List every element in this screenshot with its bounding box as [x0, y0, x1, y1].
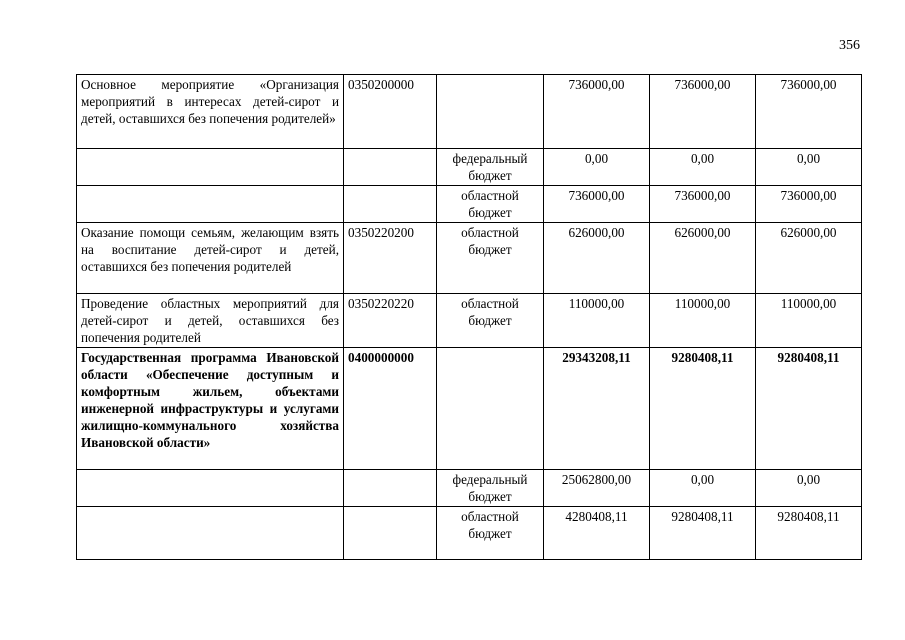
table-row: [77, 149, 862, 186]
amount-year1-cell: 736000,00: [544, 75, 650, 149]
amount-year3-cell: 0,00: [756, 149, 862, 186]
amount-year3-cell: 9280408,11: [756, 348, 862, 470]
program-name-cell: [77, 186, 344, 223]
table-row: [77, 470, 862, 507]
program-name-cell: Оказание помощи семьям, желающим взять на воспитание детей-сирот и детей, оставшихся без попечения родителей: [77, 223, 344, 294]
funding-source-cell: федеральный бюджет: [437, 149, 544, 186]
table-row: [77, 507, 862, 560]
target-code-cell: 0350220200: [344, 223, 437, 294]
program-name-cell: [77, 470, 344, 507]
amount-year3-cell: 0,00: [756, 470, 862, 507]
amount-year3-cell: 736000,00: [756, 75, 862, 149]
amount-year1-cell: 736000,00: [544, 186, 650, 223]
table-row: [77, 294, 862, 348]
target-code-cell: 0400000000: [344, 348, 437, 470]
program-name-cell: [77, 507, 344, 560]
funding-source-cell: [437, 75, 544, 149]
budget-table: [76, 74, 862, 560]
program-name-cell: [77, 149, 344, 186]
amount-year1-cell: 25062800,00: [544, 470, 650, 507]
amount-year3-cell: 9280408,11: [756, 507, 862, 560]
amount-year1-cell: 29343208,11: [544, 348, 650, 470]
amount-year3-cell: 626000,00: [756, 223, 862, 294]
table-row: [77, 223, 862, 294]
target-code-cell: 0350200000: [344, 75, 437, 149]
program-name-cell: Основное мероприятие «Организация мероприятий в интересах детей-сирот и детей, оставшихся без попечения родителей»: [77, 75, 344, 149]
amount-year2-cell: 110000,00: [650, 294, 756, 348]
amount-year2-cell: 9280408,11: [650, 507, 756, 560]
funding-source-cell: областной бюджет: [437, 223, 544, 294]
target-code-cell: [344, 507, 437, 560]
amount-year2-cell: 626000,00: [650, 223, 756, 294]
amount-year1-cell: 626000,00: [544, 223, 650, 294]
amount-year2-cell: 0,00: [650, 149, 756, 186]
target-code-cell: [344, 470, 437, 507]
amount-year2-cell: 0,00: [650, 470, 756, 507]
target-code-cell: [344, 149, 437, 186]
table-row: [77, 186, 862, 223]
target-code-cell: [344, 186, 437, 223]
funding-source-cell: [437, 348, 544, 470]
amount-year1-cell: 110000,00: [544, 294, 650, 348]
funding-source-cell: областной бюджет: [437, 186, 544, 223]
target-code-cell: 0350220220: [344, 294, 437, 348]
amount-year1-cell: 4280408,11: [544, 507, 650, 560]
amount-year3-cell: 736000,00: [756, 186, 862, 223]
program-name-cell: Государственная программа Ивановской области «Обеспечение доступным и комфортным жильем, объектами инженерной инфраструктуры и услугами жилищно-коммунального хозяйства Ивановской области»: [77, 348, 344, 470]
program-name-cell: Проведение областных мероприятий для детей-сирот и детей, оставшихся без попечения родителей: [77, 294, 344, 348]
amount-year3-cell: 110000,00: [756, 294, 862, 348]
amount-year2-cell: 736000,00: [650, 75, 756, 149]
amount-year2-cell: 736000,00: [650, 186, 756, 223]
funding-source-cell: федеральный бюджет: [437, 470, 544, 507]
page-number: 356: [839, 38, 860, 53]
table-row: [77, 348, 862, 470]
amount-year2-cell: 9280408,11: [650, 348, 756, 470]
table-row: [77, 75, 862, 149]
funding-source-cell: областной бюджет: [437, 507, 544, 560]
funding-source-cell: областной бюджет: [437, 294, 544, 348]
amount-year1-cell: 0,00: [544, 149, 650, 186]
